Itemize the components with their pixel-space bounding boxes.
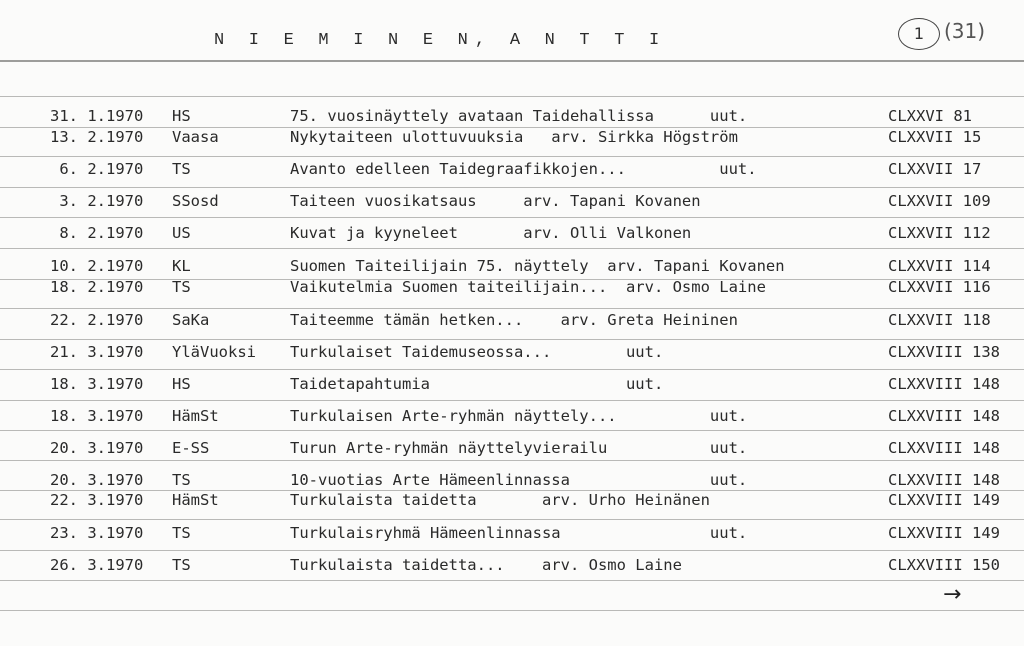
entry-date: 3. 2.1970 xyxy=(50,192,144,210)
header-rule xyxy=(0,60,1024,62)
entry-ref: CLXXVII 116 xyxy=(888,278,991,296)
entry-ref: CLXXVIII 149 xyxy=(888,491,1000,509)
entry-text: Nykytaiteen ulottuvuuksia arv. Sirkka Högström xyxy=(290,128,738,146)
list-item xyxy=(0,278,1024,298)
entry-date: 23. 3.1970 xyxy=(50,524,144,542)
list-item xyxy=(0,524,1024,544)
entry-ref: CLXXVIII 148 xyxy=(888,439,1000,457)
ruled-line xyxy=(0,610,1024,611)
ruled-line xyxy=(0,156,1024,157)
entry-source: TS xyxy=(172,278,191,296)
entry-ref: CLXXVIII 149 xyxy=(888,524,1000,542)
list-item xyxy=(0,375,1024,395)
entry-text: Turkulaisen Arte-ryhmän näyttely... uut. xyxy=(290,407,748,425)
entry-ref: CLXXVI 81 xyxy=(888,107,972,125)
entry-ref: CLXXVII 114 xyxy=(888,257,991,275)
entry-source: HS xyxy=(172,375,191,393)
entry-source: KL xyxy=(172,257,191,275)
ruled-line xyxy=(0,248,1024,249)
ruled-line xyxy=(0,369,1024,370)
list-item xyxy=(0,407,1024,427)
entry-date: 22. 2.1970 xyxy=(50,311,144,329)
entry-source: TS xyxy=(172,524,191,542)
list-item xyxy=(0,471,1024,491)
ruled-line xyxy=(0,339,1024,340)
card-title: N I E M I N E N, A N T T I xyxy=(214,31,667,50)
circled-card-number: 1 xyxy=(898,18,940,50)
ruled-line xyxy=(0,519,1024,520)
entry-text: Avanto edelleen Taidegraafikkojen... uut. xyxy=(290,160,757,178)
entry-ref: CLXXVIII 138 xyxy=(888,343,1000,361)
entry-source: HämSt xyxy=(172,491,219,509)
ruled-line xyxy=(0,217,1024,218)
entry-date: 8. 2.1970 xyxy=(50,224,144,242)
continue-arrow-icon: → xyxy=(943,582,962,607)
entry-text: Turkulaista taidetta... arv. Osmo Laine xyxy=(290,556,682,574)
list-item xyxy=(0,107,1024,127)
entry-ref: CLXXVIII 148 xyxy=(888,471,1000,489)
entry-text: Taiteen vuosikatsaus arv. Tapani Kovanen xyxy=(290,192,701,210)
list-item xyxy=(0,439,1024,459)
entry-date: 18. 3.1970 xyxy=(50,375,144,393)
entry-date: 18. 2.1970 xyxy=(50,278,144,296)
ruled-line xyxy=(0,187,1024,188)
entry-date: 31. 1.1970 xyxy=(50,107,144,125)
entry-ref: CLXXVIII 148 xyxy=(888,407,1000,425)
entry-text: Turkulaisryhmä Hämeenlinnassa uut. xyxy=(290,524,748,542)
entry-source: HämSt xyxy=(172,407,219,425)
ruled-line xyxy=(0,430,1024,431)
entry-text: Vaikutelmia Suomen taiteilijain... arv. Osmo Laine xyxy=(290,278,766,296)
list-item xyxy=(0,192,1024,212)
entry-source: US xyxy=(172,224,191,242)
list-item xyxy=(0,343,1024,363)
ruled-line xyxy=(0,96,1024,97)
entry-text: Kuvat ja kyyneleet arv. Olli Valkonen xyxy=(290,224,692,242)
list-item xyxy=(0,311,1024,331)
entry-ref: CLXXVII 112 xyxy=(888,224,991,242)
entry-source: TS xyxy=(172,471,191,489)
entry-ref: CLXXVIII 150 xyxy=(888,556,1000,574)
entry-text: 10-vuotias Arte Hämeenlinnassa uut. xyxy=(290,471,748,489)
list-item xyxy=(0,224,1024,244)
entry-ref: CLXXVIII 148 xyxy=(888,375,1000,393)
list-item xyxy=(0,160,1024,180)
entry-text: 75. vuosinäyttely avataan Taidehallissa uut. xyxy=(290,107,748,125)
list-item xyxy=(0,491,1024,511)
entry-date: 21. 3.1970 xyxy=(50,343,144,361)
entry-source: Vaasa xyxy=(172,128,219,146)
entry-date: 26. 3.1970 xyxy=(50,556,144,574)
entry-source: TS xyxy=(172,160,191,178)
entry-ref: CLXXVII 109 xyxy=(888,192,991,210)
entry-date: 6. 2.1970 xyxy=(50,160,144,178)
entry-date: 18. 3.1970 xyxy=(50,407,144,425)
entry-text: Taidetapahtumia uut. xyxy=(290,375,664,393)
entry-text: Turun Arte-ryhmän näyttelyvierailu uut. xyxy=(290,439,748,457)
entry-source: TS xyxy=(172,556,191,574)
ruled-line xyxy=(0,580,1024,581)
entry-date: 13. 2.1970 xyxy=(50,128,144,146)
entry-date: 10. 2.1970 xyxy=(50,257,144,275)
entry-ref: CLXXVII 118 xyxy=(888,311,991,329)
entry-date: 20. 3.1970 xyxy=(50,439,144,457)
entry-source: E-SS xyxy=(172,439,210,457)
ruled-line xyxy=(0,308,1024,309)
entry-source: SSosd xyxy=(172,192,219,210)
list-item xyxy=(0,257,1024,277)
ruled-line xyxy=(0,550,1024,551)
card-sequence-number: (31) xyxy=(944,19,986,43)
list-item xyxy=(0,128,1024,148)
entry-text: Taiteemme tämän hetken... arv. Greta Heininen xyxy=(290,311,738,329)
entry-source: HS xyxy=(172,107,191,125)
entry-source: SaKa xyxy=(172,311,210,329)
entry-ref: CLXXVII 15 xyxy=(888,128,982,146)
entry-source: YläVuoksi xyxy=(172,343,256,361)
list-item xyxy=(0,556,1024,576)
entry-text: Turkulaista taidetta arv. Urho Heinänen xyxy=(290,491,710,509)
ruled-line xyxy=(0,460,1024,461)
entry-date: 22. 3.1970 xyxy=(50,491,144,509)
entry-ref: CLXXVII 17 xyxy=(888,160,982,178)
entry-date: 20. 3.1970 xyxy=(50,471,144,489)
entry-text: Turkulaiset Taidemuseossa... uut. xyxy=(290,343,664,361)
entry-text: Suomen Taiteilijain 75. näyttely arv. Tapani Kovanen xyxy=(290,257,785,275)
ruled-line xyxy=(0,400,1024,401)
